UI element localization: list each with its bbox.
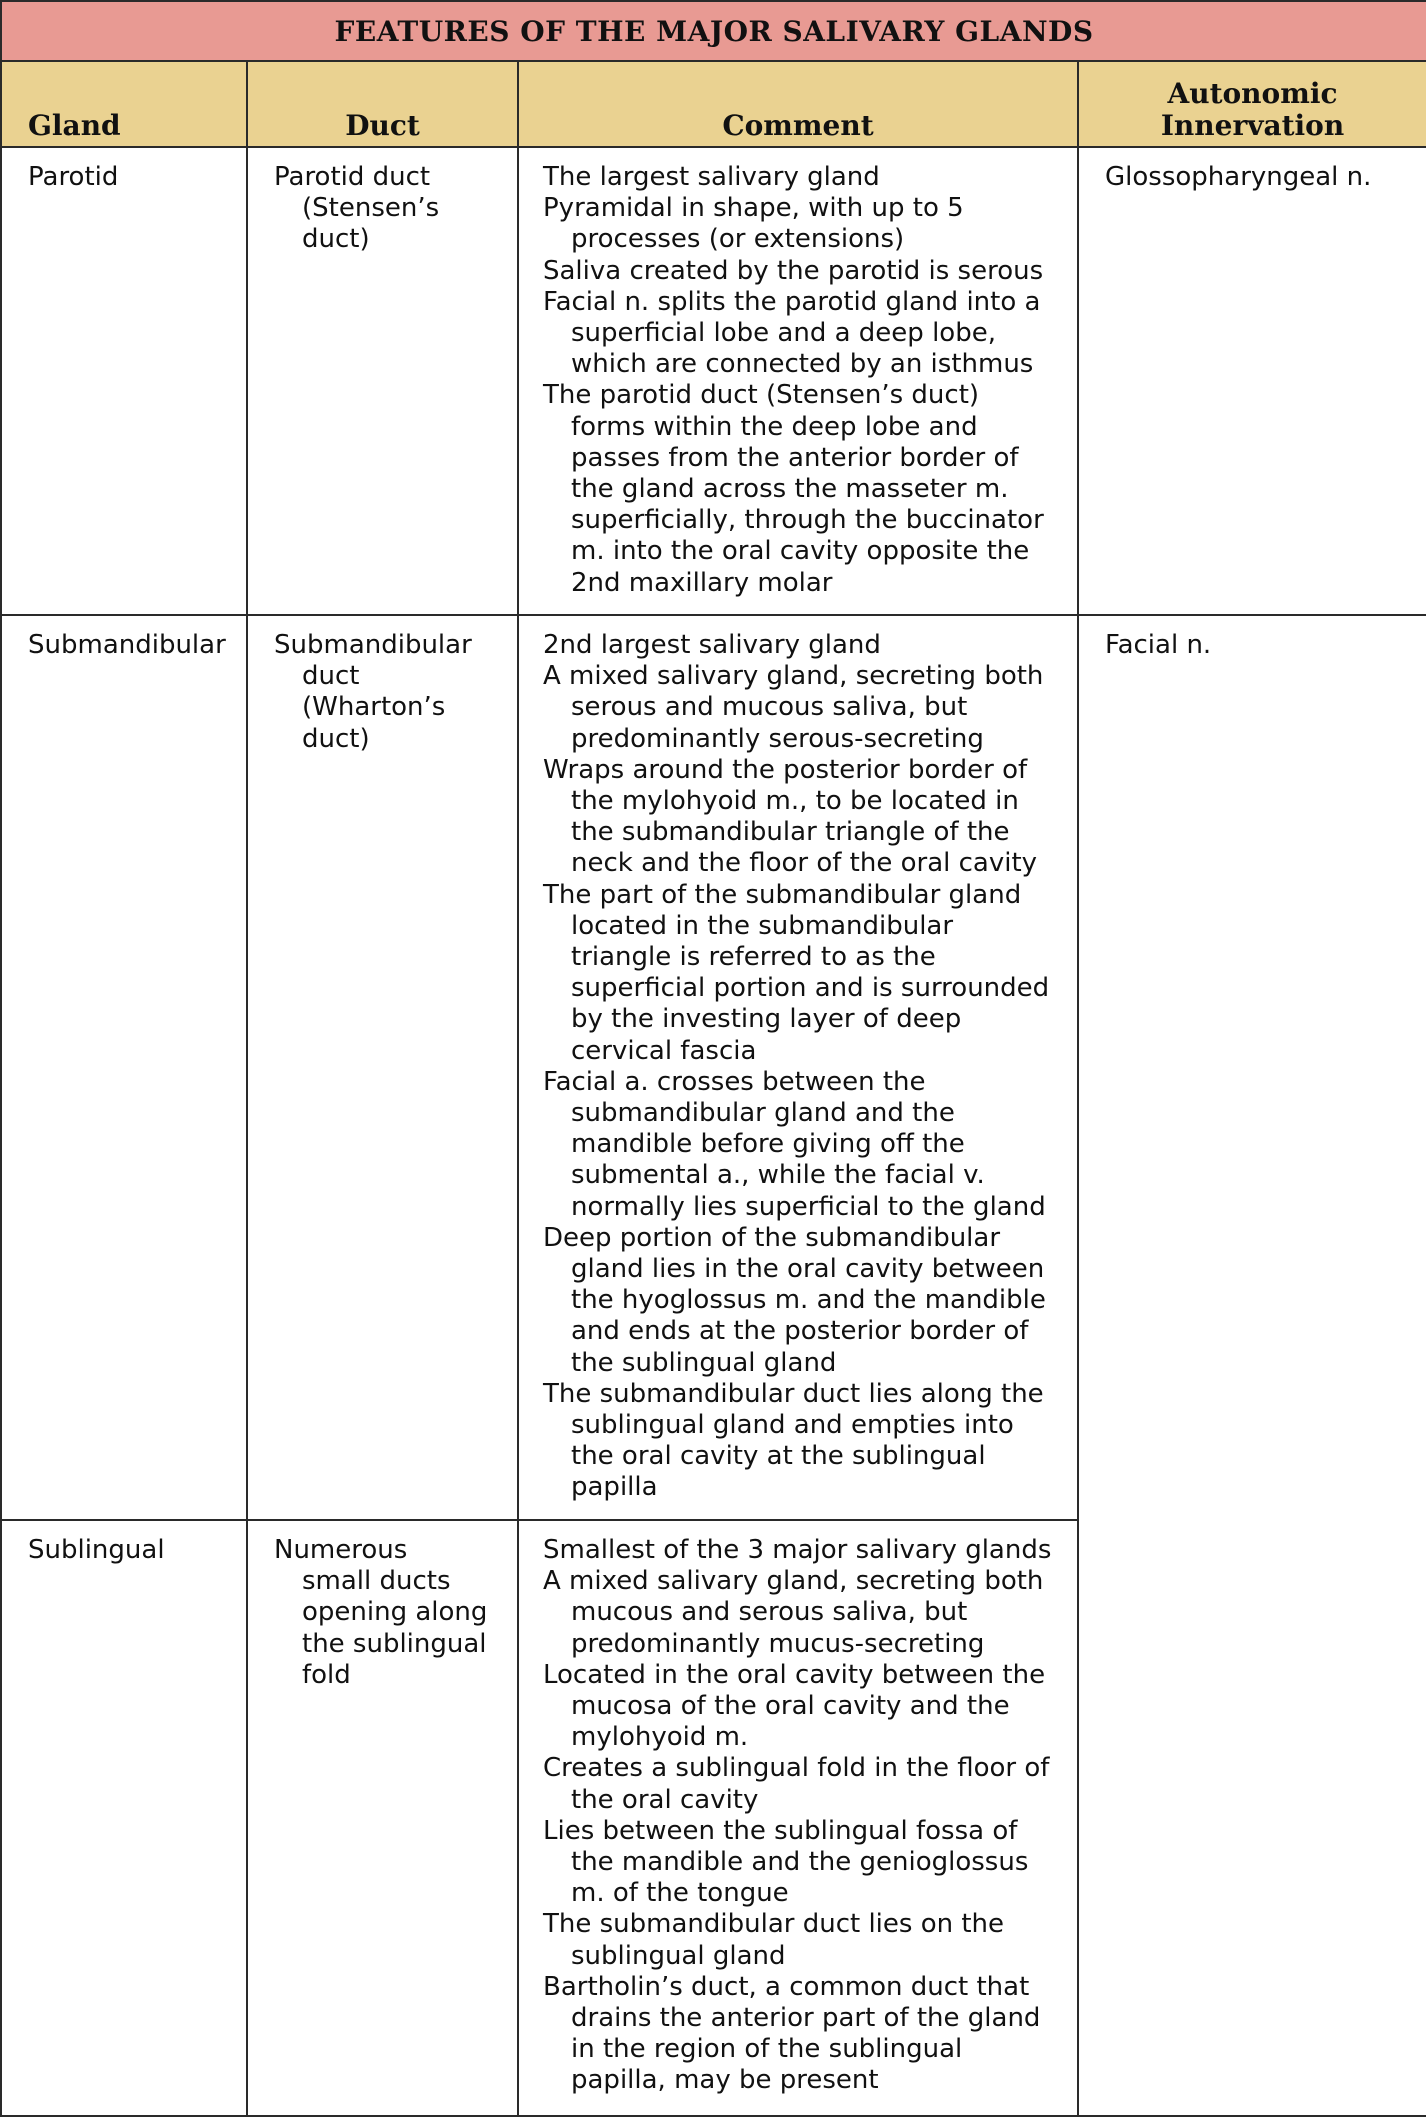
comment-item: A mixed salivary gland, secreting both mucous and serous saliva, but predominantly mucus-secreting	[543, 1566, 1044, 1659]
duct-line: Submandibular	[274, 630, 472, 660]
comment-item: Lies between the sublingual fossa of the mandible and the genioglossus m. of the tongue	[543, 1815, 1029, 1909]
comment-item: Bartholin’s duct, a common duct that drains the anterior part of the gland in the region of the sublingual papilla, may be present	[543, 1971, 1041, 2096]
comment-item: Facial a. crosses between the submandibular gland and the mandible before giving off the submental a., while the facial v. normally lies superficial to the gland	[543, 1066, 1046, 1222]
duct-line: fold	[302, 1659, 351, 1690]
table-row-submandibular	[1, 615, 1426, 1520]
comment-cell-sublingual	[518, 1520, 1078, 2116]
duct-line: Numerous	[274, 1535, 408, 1565]
header-gland: Gland	[1, 61, 247, 147]
duct-line: duct)	[302, 224, 370, 255]
duct-line: the sublingual	[302, 1628, 487, 1659]
duct-line: opening along	[302, 1597, 488, 1628]
comment-item: Pyramidal in shape, with up to 5 processes (or extensions)	[543, 193, 964, 255]
comment-item: Creates a sublingual fold in the floor of the oral cavity	[543, 1753, 1050, 1815]
header-duct: Duct	[247, 61, 518, 147]
comment-item: Wraps around the posterior border of the mylohyoid m., to be located in the submandibular triangle of the neck and the floor of the oral cavity	[543, 754, 1038, 879]
header-comment: Comment	[518, 61, 1078, 147]
comment-item: Smallest of the 3 major salivary glands	[543, 1535, 1052, 1565]
duct-line: small ducts	[302, 1566, 451, 1597]
comment-cell-submandibular	[518, 615, 1078, 1520]
duct-cell-submandibular	[247, 615, 518, 1520]
comment-cell-parotid	[518, 147, 1078, 615]
table-row-parotid	[1, 147, 1426, 615]
comment-item: The submandibular duct lies on the sublingual gland	[543, 1909, 1005, 1971]
comment-item: The part of the submandibular gland located in the submandibular triangle is referred to as the superficial portion and is surrounded by the investing layer of deep cervical fascia	[543, 879, 1050, 1066]
comment-item: Located in the oral cavity between the mucosa of the oral cavity and the mylohyoid m.	[543, 1659, 1046, 1753]
duct-cell-parotid	[247, 147, 518, 615]
header-innervation-line2: Innervation	[1160, 109, 1345, 142]
duct-line: (Wharton’s	[302, 692, 446, 723]
innervation-cell-parotid: Glossopharyngeal n.	[1078, 147, 1426, 615]
duct-line: duct	[302, 661, 360, 692]
comment-item: The largest salivary gland	[543, 162, 880, 192]
header-innervation-line1: Autonomic	[1167, 77, 1338, 110]
gland-cell-sublingual: Sublingual	[1, 1520, 247, 2116]
gland-cell-submandibular: Submandibular	[1, 615, 247, 1520]
table-title: FEATURES OF THE MAJOR SALIVARY GLANDS	[1, 1, 1426, 61]
duct-line: (Stensen’s	[302, 193, 440, 224]
innervation-cell-submandibular-sublingual: Facial n.	[1078, 615, 1426, 2116]
duct-cell-sublingual	[247, 1520, 518, 2116]
header-innervation	[1078, 61, 1426, 147]
comment-item: 2nd largest salivary gland	[543, 630, 881, 660]
comment-item: The parotid duct (Stensen’s duct) forms within the deep lobe and passes from the anterior border of the gland across the masseter m. superficially, through the buccinator m. into the oral cavity opposite the 2nd maxillary molar	[543, 380, 1044, 598]
comment-item: Saliva created by the parotid is serous	[543, 255, 1044, 286]
comment-item: Deep portion of the submandibular gland lies in the oral cavity between the hyoglossus m. and the mandible and ends at the posterior border of the sublingual gland	[543, 1222, 1046, 1378]
duct-line: Parotid duct	[274, 162, 431, 192]
comment-item: The submandibular duct lies along the sublingual gland and empties into the oral cavity at the sublingual papilla	[543, 1378, 1044, 1503]
comment-item: Facial n. splits the parotid gland into a superficial lobe and a deep lobe, which are connected by an isthmus	[543, 286, 1041, 380]
gland-cell-parotid: Parotid	[1, 147, 247, 615]
comment-item: A mixed salivary gland, secreting both serous and mucous saliva, but predominantly serous-secreting	[543, 661, 1044, 754]
duct-line: duct)	[302, 723, 370, 754]
